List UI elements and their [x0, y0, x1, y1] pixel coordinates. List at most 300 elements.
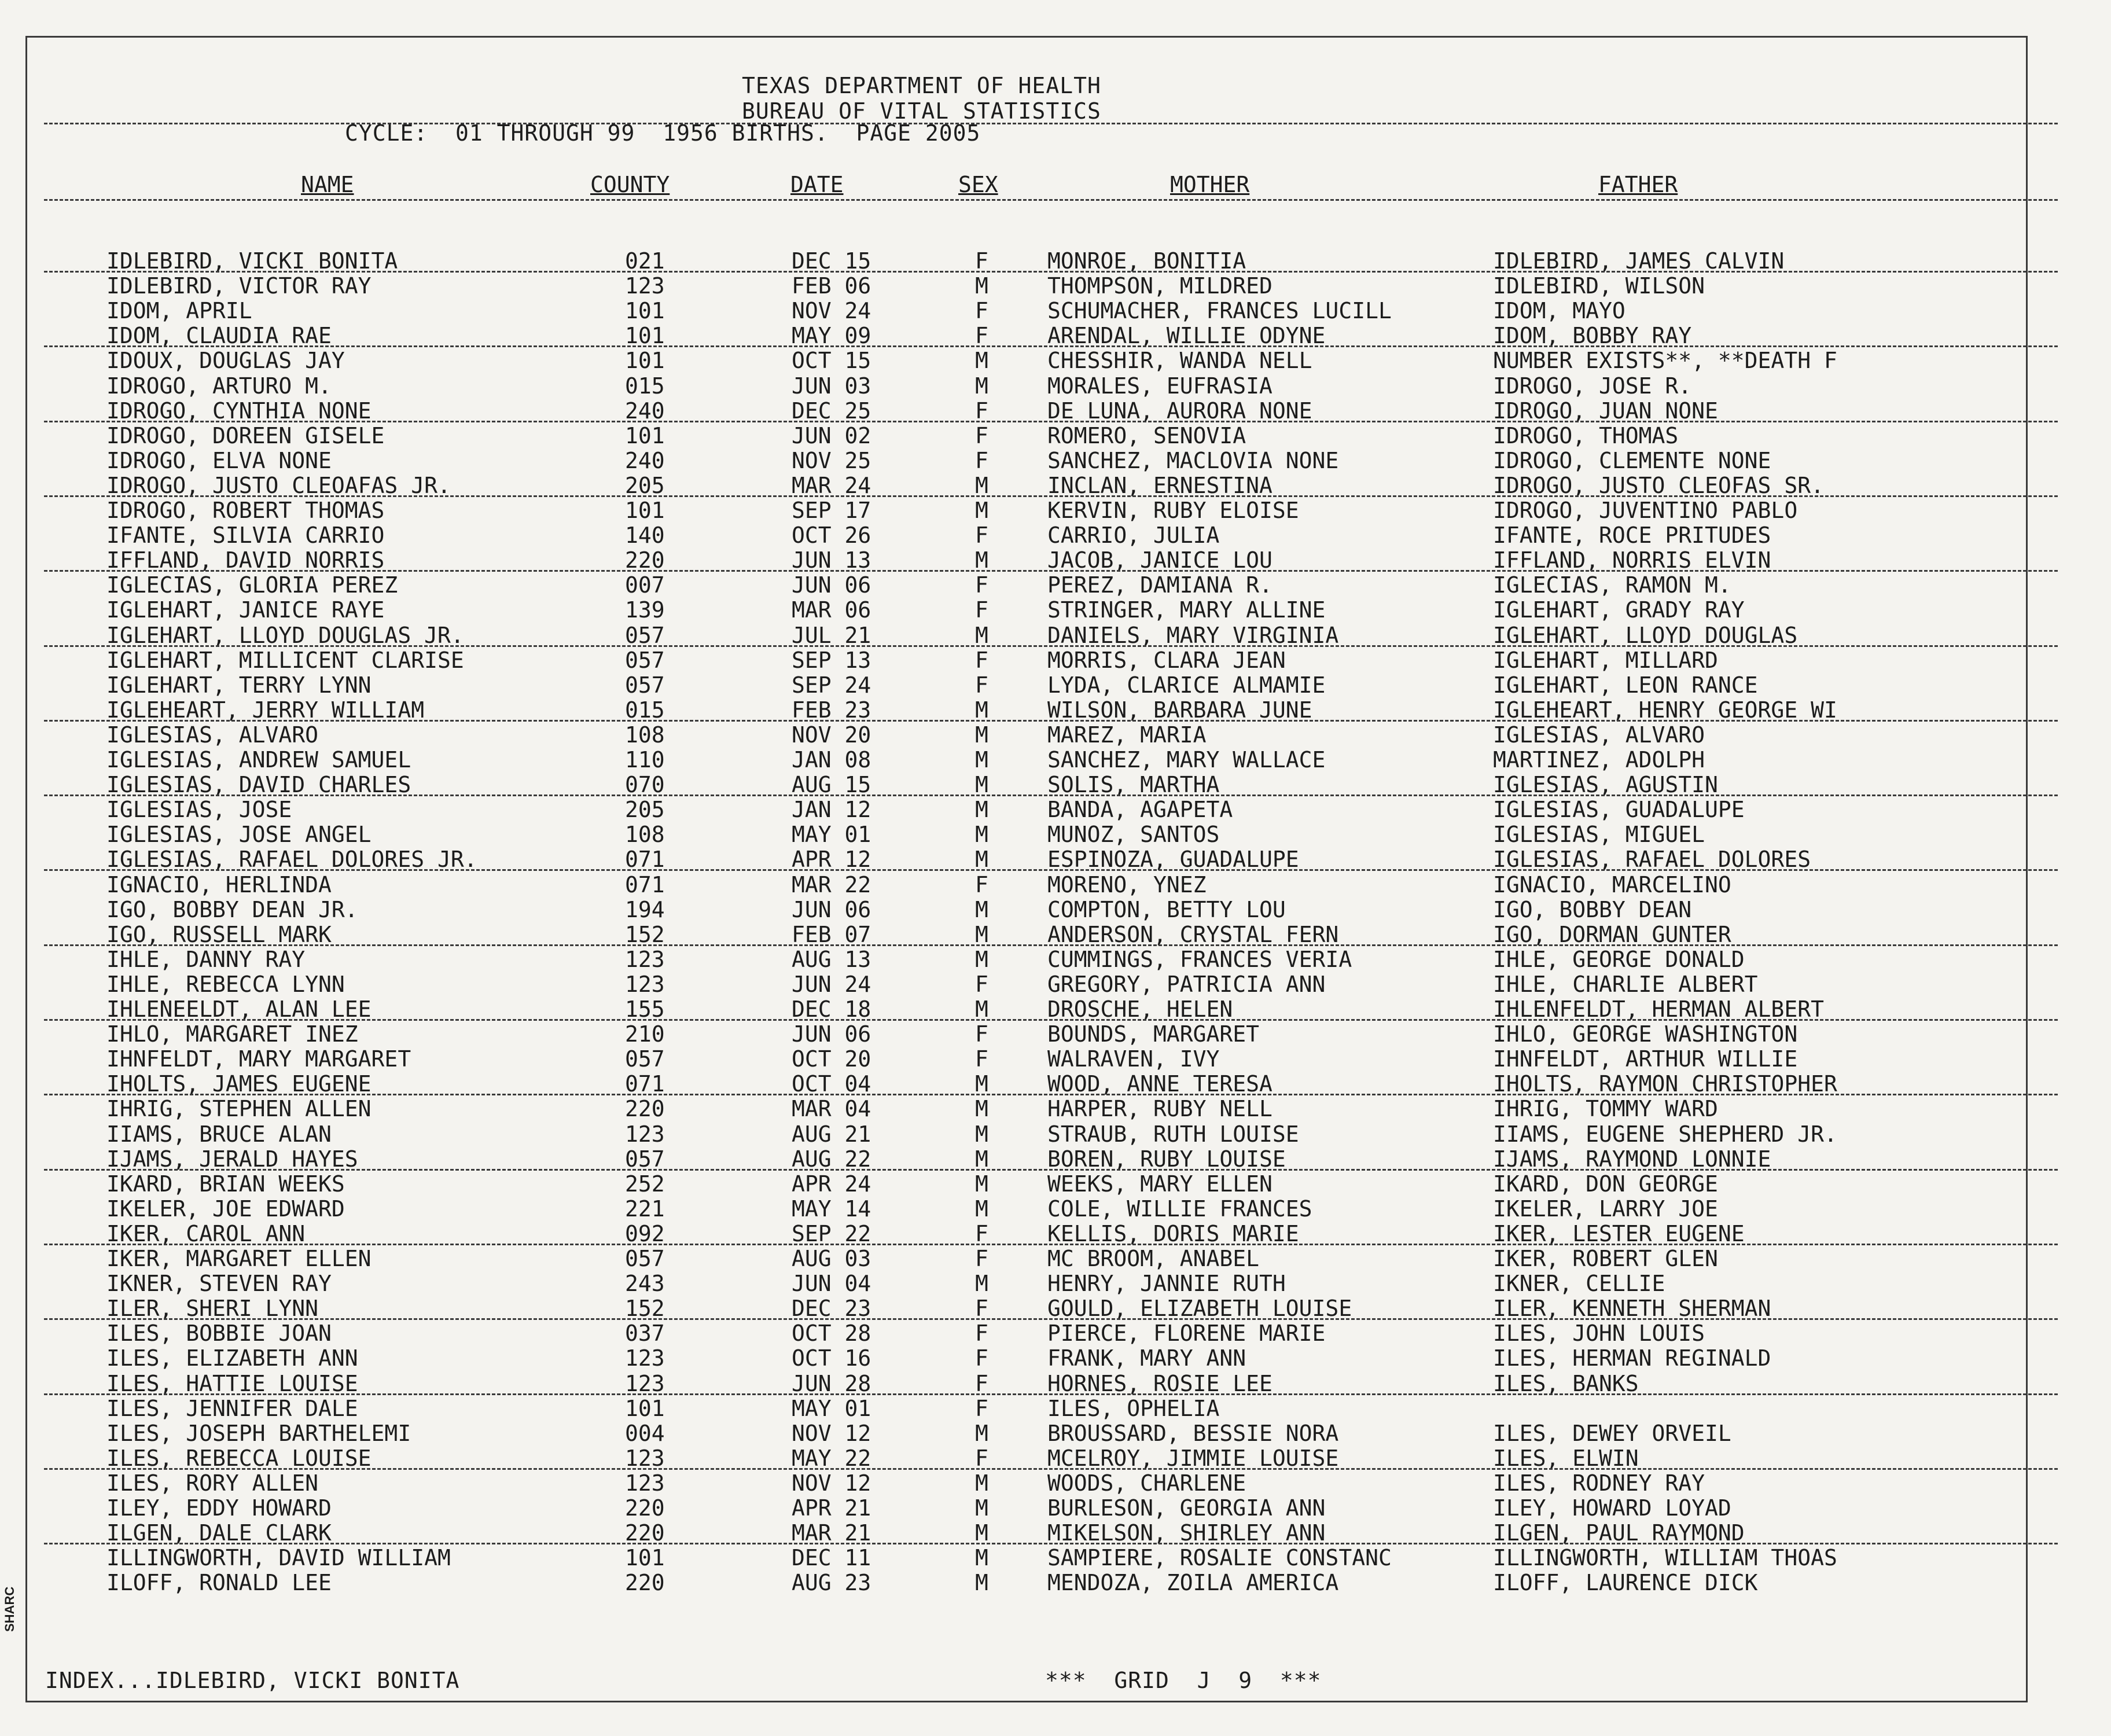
- record-name: IGLESIAS, JOSE ANGEL: [106, 822, 372, 848]
- record-father: IGLESIAS, MIGUEL: [1493, 822, 1705, 848]
- record-sex: M: [975, 896, 988, 922]
- record-mother: PEREZ, DAMIANA R.: [1047, 572, 1273, 598]
- record-county: 139: [625, 597, 665, 623]
- record-name: IFANTE, SILVIA CARRIO: [106, 523, 385, 549]
- record-date: OCT 28: [792, 1321, 871, 1347]
- record-name: IKER, MARGARET ELLEN: [106, 1246, 372, 1271]
- record-county: 123: [625, 1345, 665, 1371]
- record-date: JUL 21: [792, 622, 871, 648]
- record-mother: GOULD, ELIZABETH LOUISE: [1047, 1296, 1352, 1322]
- record-mother: MORENO, YNEZ: [1047, 871, 1207, 898]
- record-mother: HARPER, RUBY NELL: [1047, 1096, 1273, 1122]
- record-father: IHOLTS, RAYMON CHRISTOPHER: [1493, 1071, 1837, 1097]
- record-county: 110: [625, 747, 665, 773]
- record-name: IHOLTS, JAMES EUGENE: [106, 1071, 372, 1097]
- record-name: IGLESIAS, RAFAEL DOLORES JR.: [106, 847, 477, 873]
- record-name: IDROGO, DOREEN GISELE: [106, 422, 385, 448]
- record-name: ILES, JENNIFER DALE: [106, 1395, 358, 1421]
- record-county: 021: [625, 248, 665, 274]
- record-county: 123: [625, 1370, 665, 1396]
- record-name: IHLE, REBECCA LYNN: [106, 971, 345, 997]
- record-sex: F: [975, 1296, 988, 1322]
- record-sex: F: [975, 447, 988, 473]
- record-date: NOV 25: [792, 447, 871, 473]
- row-divider: [44, 869, 2058, 871]
- record-father: ILES, ELWIN: [1493, 1445, 1639, 1471]
- record-mother: WEEKS, MARY ELLEN: [1047, 1171, 1273, 1197]
- record-name: IGLESIAS, ANDREW SAMUEL: [106, 747, 411, 773]
- row-divider: [44, 1169, 2058, 1171]
- record-name: IGLEHART, MILLICENT CLARISE: [106, 647, 464, 673]
- record-mother: GREGORY, PATRICIA ANN: [1047, 971, 1326, 997]
- record-mother: DE LUNA, AURORA NONE: [1047, 398, 1312, 424]
- record-date: JUN 06: [792, 572, 871, 598]
- record-father: IDROGO, JUSTO CLEOFAS SR.: [1493, 472, 1824, 498]
- record-father: IDLEBIRD, JAMES CALVIN: [1493, 248, 1785, 274]
- record-name: IGLEHART, LLOYD DOUGLAS JR.: [106, 622, 464, 648]
- record-county: 101: [625, 323, 665, 349]
- record-mother: SCHUMACHER, FRANCES LUCILL: [1047, 298, 1392, 324]
- record-sex: M: [975, 1420, 988, 1446]
- record-name: IDLEBIRD, VICTOR RAY: [106, 273, 372, 299]
- record-county: 007: [625, 572, 665, 598]
- record-mother: ESPINOZA, GUADALUPE: [1047, 847, 1299, 873]
- record-father: ILES, HERMAN REGINALD: [1493, 1345, 1771, 1371]
- record-sex: F: [975, 1220, 988, 1246]
- record-mother: WALRAVEN, IVY: [1047, 1046, 1220, 1072]
- record-county: 071: [625, 871, 665, 898]
- record-county: 220: [625, 1570, 665, 1596]
- record-mother: MONROE, BONITIA: [1047, 248, 1246, 274]
- index-line: INDEX...IDLEBIRD, VICKI BONITA: [45, 1668, 460, 1693]
- record-date: MAR 22: [792, 871, 871, 898]
- record-date: MAR 21: [792, 1520, 871, 1546]
- record-date: NOV 24: [792, 298, 871, 324]
- record-sex: F: [975, 398, 988, 424]
- record-county: 240: [625, 398, 665, 424]
- record-county: 057: [625, 1246, 665, 1271]
- record-sex: M: [975, 1470, 988, 1496]
- record-date: JUN 13: [792, 547, 871, 573]
- record-date: NOV 20: [792, 722, 871, 748]
- record-county: 243: [625, 1271, 665, 1297]
- record-father: IDROGO, THOMAS: [1493, 422, 1679, 448]
- record-sex: M: [975, 772, 988, 798]
- record-name: IGLESIAS, ALVARO: [106, 722, 319, 748]
- record-name: IDROGO, ELVA NONE: [106, 447, 332, 473]
- row-divider: [44, 345, 2058, 347]
- record-county: 140: [625, 523, 665, 549]
- record-name: IDROGO, ROBERT THOMAS: [106, 498, 385, 523]
- record-county: 123: [625, 971, 665, 997]
- record-sex: M: [975, 1520, 988, 1546]
- record-county: 123: [625, 1470, 665, 1496]
- record-sex: F: [975, 323, 988, 349]
- record-sex: M: [975, 1495, 988, 1521]
- record-mother: CHESSHIR, WANDA NELL: [1047, 348, 1312, 374]
- record-date: JAN 08: [792, 747, 871, 773]
- record-county: 220: [625, 547, 665, 573]
- record-date: DEC 15: [792, 248, 871, 274]
- record-date: MAR 24: [792, 472, 871, 498]
- record-name: IKNER, STEVEN RAY: [106, 1271, 332, 1297]
- record-father: IDOM, BOBBY RAY: [1493, 323, 1692, 349]
- record-mother: KELLIS, DORIS MARIE: [1047, 1220, 1299, 1246]
- record-county: 101: [625, 298, 665, 324]
- record-mother: MORRIS, CLARA JEAN: [1047, 647, 1286, 673]
- record-mother: BURLESON, GEORGIA ANN: [1047, 1495, 1326, 1521]
- record-sex: F: [975, 248, 988, 274]
- record-county: 101: [625, 348, 665, 374]
- record-date: JUN 03: [792, 373, 871, 399]
- record-county: 152: [625, 921, 665, 947]
- record-sex: F: [975, 422, 988, 448]
- record-father: IGLEHART, LEON RANCE: [1493, 672, 1758, 698]
- record-sex: M: [975, 797, 988, 823]
- record-date: OCT 20: [792, 1046, 871, 1072]
- record-county: 071: [625, 1071, 665, 1097]
- col-header-sex: SEX: [958, 172, 998, 197]
- record-name: IKELER, JOE EDWARD: [106, 1196, 345, 1222]
- row-divider: [44, 795, 2058, 796]
- row-divider: [44, 720, 2058, 722]
- record-county: 220: [625, 1495, 665, 1521]
- record-date: DEC 18: [792, 996, 871, 1022]
- record-father: ILER, KENNETH SHERMAN: [1493, 1296, 1771, 1322]
- record-name: IGLESIAS, DAVID CHARLES: [106, 772, 411, 798]
- record-date: JUN 06: [792, 1021, 871, 1047]
- row-divider: [44, 944, 2058, 946]
- record-date: AUG 15: [792, 772, 871, 798]
- record-sex: M: [975, 1171, 988, 1197]
- record-name: IGNACIO, HERLINDA: [106, 871, 332, 898]
- record-sex: F: [975, 1046, 988, 1072]
- cycle-line: CYCLE: 01 THROUGH 99 1956 BIRTHS. PAGE 2005: [345, 120, 981, 146]
- record-sex: M: [975, 697, 988, 723]
- record-sex: M: [975, 373, 988, 399]
- record-date: APR 24: [792, 1171, 871, 1197]
- record-date: SEP 22: [792, 1220, 871, 1246]
- record-date: APR 21: [792, 1495, 871, 1521]
- record-father: IGLESIAS, GUADALUPE: [1493, 797, 1745, 823]
- record-sex: M: [975, 946, 988, 972]
- record-mother: MIKELSON, SHIRLEY ANN: [1047, 1520, 1326, 1546]
- record-mother: DANIELS, MARY VIRGINIA: [1047, 622, 1339, 648]
- record-father: IDROGO, JUVENTINO PABLO: [1493, 498, 1798, 523]
- record-sex: M: [975, 822, 988, 848]
- record-sex: F: [975, 1321, 988, 1347]
- record-mother: BOREN, RUBY LOUISE: [1047, 1146, 1286, 1172]
- record-sex: F: [975, 1445, 988, 1471]
- record-mother: MUNOZ, SANTOS: [1047, 822, 1220, 848]
- record-father: IDOM, MAYO: [1493, 298, 1625, 324]
- record-sex: F: [975, 1370, 988, 1396]
- record-sex: F: [975, 1246, 988, 1271]
- record-county: 240: [625, 447, 665, 473]
- record-name: IDOM, CLAUDIA RAE: [106, 323, 332, 349]
- grid-line: *** GRID J 9 ***: [1045, 1668, 1322, 1693]
- record-father: IGLECIAS, RAMON M.: [1493, 572, 1731, 598]
- record-name: IDROGO, JUSTO CLEOAFAS JR.: [106, 472, 451, 498]
- record-mother: SOLIS, MARTHA: [1047, 772, 1220, 798]
- record-mother: STRAUB, RUTH LOUISE: [1047, 1121, 1299, 1147]
- record-county: 101: [625, 498, 665, 523]
- row-divider: [44, 1019, 2058, 1021]
- record-mother: THOMPSON, MILDRED: [1047, 273, 1273, 299]
- record-date: OCT 16: [792, 1345, 871, 1371]
- record-date: AUG 23: [792, 1570, 871, 1596]
- record-sex: M: [975, 622, 988, 648]
- side-stamp: SHARC: [2, 1586, 17, 1632]
- record-name: ILES, HATTIE LOUISE: [106, 1370, 358, 1396]
- record-date: FEB 07: [792, 921, 871, 947]
- record-name: ILES, RORY ALLEN: [106, 1470, 319, 1496]
- record-mother: DROSCHE, HELEN: [1047, 996, 1233, 1022]
- record-mother: INCLAN, ERNESTINA: [1047, 472, 1273, 498]
- record-sex: F: [975, 672, 988, 698]
- record-father: IGLEHART, LLOYD DOUGLAS: [1493, 622, 1798, 648]
- record-name: ILEY, EDDY HOWARD: [106, 1495, 332, 1521]
- row-divider: [44, 1318, 2058, 1320]
- record-father: IDROGO, CLEMENTE NONE: [1493, 447, 1771, 473]
- record-date: MAR 04: [792, 1096, 871, 1122]
- record-father: ILOFF, LAURENCE DICK: [1493, 1570, 1758, 1596]
- record-mother: HENRY, JANNIE RUTH: [1047, 1271, 1286, 1297]
- record-name: IGLEHEART, JERRY WILLIAM: [106, 697, 425, 723]
- record-sex: M: [975, 921, 988, 947]
- record-name: IDROGO, ARTURO M.: [106, 373, 332, 399]
- record-mother: COLE, WILLIE FRANCES: [1047, 1196, 1312, 1222]
- record-father: IHNFELDT, ARTHUR WILLIE: [1493, 1046, 1798, 1072]
- record-sex: M: [975, 348, 988, 374]
- record-name: ILES, JOSEPH BARTHELEMI: [106, 1420, 411, 1446]
- record-date: FEB 23: [792, 697, 871, 723]
- row-divider: [44, 495, 2058, 497]
- row-divider: [44, 421, 2058, 422]
- record-sex: F: [975, 1021, 988, 1047]
- record-name: IDROGO, CYNTHIA NONE: [106, 398, 372, 424]
- record-mother: MORALES, EUFRASIA: [1047, 373, 1273, 399]
- record-name: IIAMS, BRUCE ALAN: [106, 1121, 332, 1147]
- record-county: 221: [625, 1196, 665, 1222]
- col-header-date: DATE: [790, 172, 844, 197]
- record-date: AUG 13: [792, 946, 871, 972]
- record-date: AUG 03: [792, 1246, 871, 1271]
- record-mother: MCELROY, JIMMIE LOUISE: [1047, 1445, 1339, 1471]
- record-name: IHLENEELDT, ALAN LEE: [106, 996, 372, 1022]
- record-father: IGNACIO, MARCELINO: [1493, 871, 1731, 898]
- record-county: 071: [625, 847, 665, 873]
- record-sex: F: [975, 597, 988, 623]
- record-sex: M: [975, 1096, 988, 1122]
- record-sex: M: [975, 1545, 988, 1571]
- record-mother: LYDA, CLARICE ALMAMIE: [1047, 672, 1326, 698]
- record-father: ILES, JOHN LOUIS: [1493, 1321, 1705, 1347]
- record-county: 057: [625, 672, 665, 698]
- record-name: ILLINGWORTH, DAVID WILLIAM: [106, 1545, 451, 1571]
- record-date: JAN 12: [792, 797, 871, 823]
- record-sex: M: [975, 1196, 988, 1222]
- record-name: ILES, BOBBIE JOAN: [106, 1321, 332, 1347]
- record-father: IFFLAND, NORRIS ELVIN: [1493, 547, 1771, 573]
- record-father: IGLESIAS, RAFAEL DOLORES: [1493, 847, 1811, 873]
- record-sex: F: [975, 572, 988, 598]
- record-mother: ROMERO, SENOVIA: [1047, 422, 1246, 448]
- record-name: IGLEHART, TERRY LYNN: [106, 672, 372, 698]
- record-mother: HORNES, ROSIE LEE: [1047, 1370, 1273, 1396]
- record-father: IDROGO, JOSE R.: [1493, 373, 1692, 399]
- record-father: IGLESIAS, AGUSTIN: [1493, 772, 1718, 798]
- record-father: ILLINGWORTH, WILLIAM THOAS: [1493, 1545, 1837, 1571]
- record-father: IHLO, GEORGE WASHINGTON: [1493, 1021, 1798, 1047]
- row-divider: [44, 570, 2058, 572]
- record-date: DEC 23: [792, 1296, 871, 1322]
- record-mother: MC BROOM, ANABEL: [1047, 1246, 1260, 1271]
- record-father: IGLEHART, GRADY RAY: [1493, 597, 1745, 623]
- record-county: 057: [625, 647, 665, 673]
- record-date: MAY 09: [792, 323, 871, 349]
- record-sex: M: [975, 722, 988, 748]
- record-father: IKARD, DON GEORGE: [1493, 1171, 1718, 1197]
- record-sex: M: [975, 547, 988, 573]
- record-county: 123: [625, 1121, 665, 1147]
- record-father: IHRIG, TOMMY WARD: [1493, 1096, 1718, 1122]
- record-county: 101: [625, 1395, 665, 1421]
- record-sex: M: [975, 747, 988, 773]
- record-county: 057: [625, 1046, 665, 1072]
- record-mother: KERVIN, RUBY ELOISE: [1047, 498, 1299, 523]
- record-name: IDOM, APRIL: [106, 298, 252, 324]
- record-mother: CUMMINGS, FRANCES VERIA: [1047, 946, 1352, 972]
- col-header-father: FATHER: [1598, 172, 1678, 197]
- record-county: 101: [625, 422, 665, 448]
- record-date: JUN 04: [792, 1271, 871, 1297]
- record-date: MAY 22: [792, 1445, 871, 1471]
- record-sex: F: [975, 1345, 988, 1371]
- record-mother: ILES, OPHELIA: [1047, 1395, 1220, 1421]
- record-sex: M: [975, 1071, 988, 1097]
- record-county: 004: [625, 1420, 665, 1446]
- record-mother: WOOD, ANNE TERESA: [1047, 1071, 1273, 1097]
- record-county: 108: [625, 822, 665, 848]
- record-county: 108: [625, 722, 665, 748]
- row-divider: [44, 1244, 2058, 1245]
- record-date: MAY 14: [792, 1196, 871, 1222]
- record-date: FEB 06: [792, 273, 871, 299]
- record-date: OCT 04: [792, 1071, 871, 1097]
- record-sex: M: [975, 1146, 988, 1172]
- record-date: SEP 13: [792, 647, 871, 673]
- record-sex: F: [975, 971, 988, 997]
- record-mother: BROUSSARD, BESSIE NORA: [1047, 1420, 1339, 1446]
- record-mother: BANDA, AGAPETA: [1047, 797, 1233, 823]
- record-father: IGLESIAS, ALVARO: [1493, 722, 1705, 748]
- record-county: 123: [625, 273, 665, 299]
- record-mother: COMPTON, BETTY LOU: [1047, 896, 1286, 922]
- record-father: IDROGO, JUAN NONE: [1493, 398, 1718, 424]
- record-sex: F: [975, 298, 988, 324]
- record-county: 057: [625, 622, 665, 648]
- record-date: AUG 21: [792, 1121, 871, 1147]
- record-sex: M: [975, 1271, 988, 1297]
- col-header-county: COUNTY: [590, 172, 670, 197]
- record-mother: SANCHEZ, MACLOVIA NONE: [1047, 447, 1339, 473]
- record-father: IHLENFELDT, HERMAN ALBERT: [1493, 996, 1824, 1022]
- record-father: IJAMS, RAYMOND LONNIE: [1493, 1146, 1771, 1172]
- record-father: IFANTE, ROCE PRITUDES: [1493, 523, 1771, 549]
- record-date: JUN 06: [792, 896, 871, 922]
- record-date: MAY 01: [792, 822, 871, 848]
- record-mother: JACOB, JANICE LOU: [1047, 547, 1273, 573]
- record-sex: M: [975, 847, 988, 873]
- record-name: IFFLAND, DAVID NORRIS: [106, 547, 385, 573]
- record-date: SEP 17: [792, 498, 871, 523]
- record-father: IHLE, GEORGE DONALD: [1493, 946, 1745, 972]
- record-mother: SAMPIERE, ROSALIE CONSTANC: [1047, 1545, 1392, 1571]
- col-header-name: NAME: [301, 172, 354, 197]
- record-name: IJAMS, JERALD HAYES: [106, 1146, 358, 1172]
- record-name: ILES, ELIZABETH ANN: [106, 1345, 358, 1371]
- record-father: IHLE, CHARLIE ALBERT: [1493, 971, 1758, 997]
- department-title: TEXAS DEPARTMENT OF HEALTH: [742, 73, 1101, 98]
- record-father: ILEY, HOWARD LOYAD: [1493, 1495, 1731, 1521]
- record-sex: M: [975, 996, 988, 1022]
- record-father: MARTINEZ, ADOLPH: [1493, 747, 1705, 773]
- record-name: ILES, REBECCA LOUISE: [106, 1445, 372, 1471]
- row-divider: [44, 271, 2058, 273]
- record-date: JUN 02: [792, 422, 871, 448]
- record-county: 092: [625, 1220, 665, 1246]
- record-father: ILGEN, PAUL RAYMOND: [1493, 1520, 1745, 1546]
- record-father: IGO, DORMAN GUNTER: [1493, 921, 1731, 947]
- record-county: 220: [625, 1520, 665, 1546]
- record-name: IDOUX, DOUGLAS JAY: [106, 348, 345, 374]
- record-name: IGLESIAS, JOSE: [106, 797, 292, 823]
- record-county: 252: [625, 1171, 665, 1197]
- record-sex: F: [975, 647, 988, 673]
- record-sex: M: [975, 273, 988, 299]
- record-date: AUG 22: [792, 1146, 871, 1172]
- record-date: APR 12: [792, 847, 871, 873]
- record-sex: F: [975, 1395, 988, 1421]
- row-divider: [44, 1543, 2058, 1544]
- record-name: IKER, CAROL ANN: [106, 1220, 306, 1246]
- record-father: IKELER, LARRY JOE: [1493, 1196, 1718, 1222]
- record-date: SEP 24: [792, 672, 871, 698]
- record-county: 070: [625, 772, 665, 798]
- record-date: JUN 28: [792, 1370, 871, 1396]
- record-mother: ANDERSON, CRYSTAL FERN: [1047, 921, 1339, 947]
- bureau-title: BUREAU OF VITAL STATISTICS: [742, 98, 1101, 124]
- record-mother: WILSON, BARBARA JUNE: [1047, 697, 1312, 723]
- record-sex: M: [975, 1570, 988, 1596]
- record-father: IKER, LESTER EUGENE: [1493, 1220, 1745, 1246]
- record-name: IGO, BOBBY DEAN JR.: [106, 896, 358, 922]
- record-sex: F: [975, 871, 988, 898]
- record-date: DEC 25: [792, 398, 871, 424]
- record-date: MAR 06: [792, 597, 871, 623]
- record-county: 155: [625, 996, 665, 1022]
- record-county: 015: [625, 373, 665, 399]
- record-sex: F: [975, 523, 988, 549]
- record-name: IGO, RUSSELL MARK: [106, 921, 332, 947]
- record-county: 152: [625, 1296, 665, 1322]
- row-divider: [44, 1393, 2058, 1395]
- record-father: IGLEHART, MILLARD: [1493, 647, 1718, 673]
- record-name: IGLECIAS, GLORIA PEREZ: [106, 572, 398, 598]
- record-county: 057: [625, 1146, 665, 1172]
- record-mother: BOUNDS, MARGARET: [1047, 1021, 1260, 1047]
